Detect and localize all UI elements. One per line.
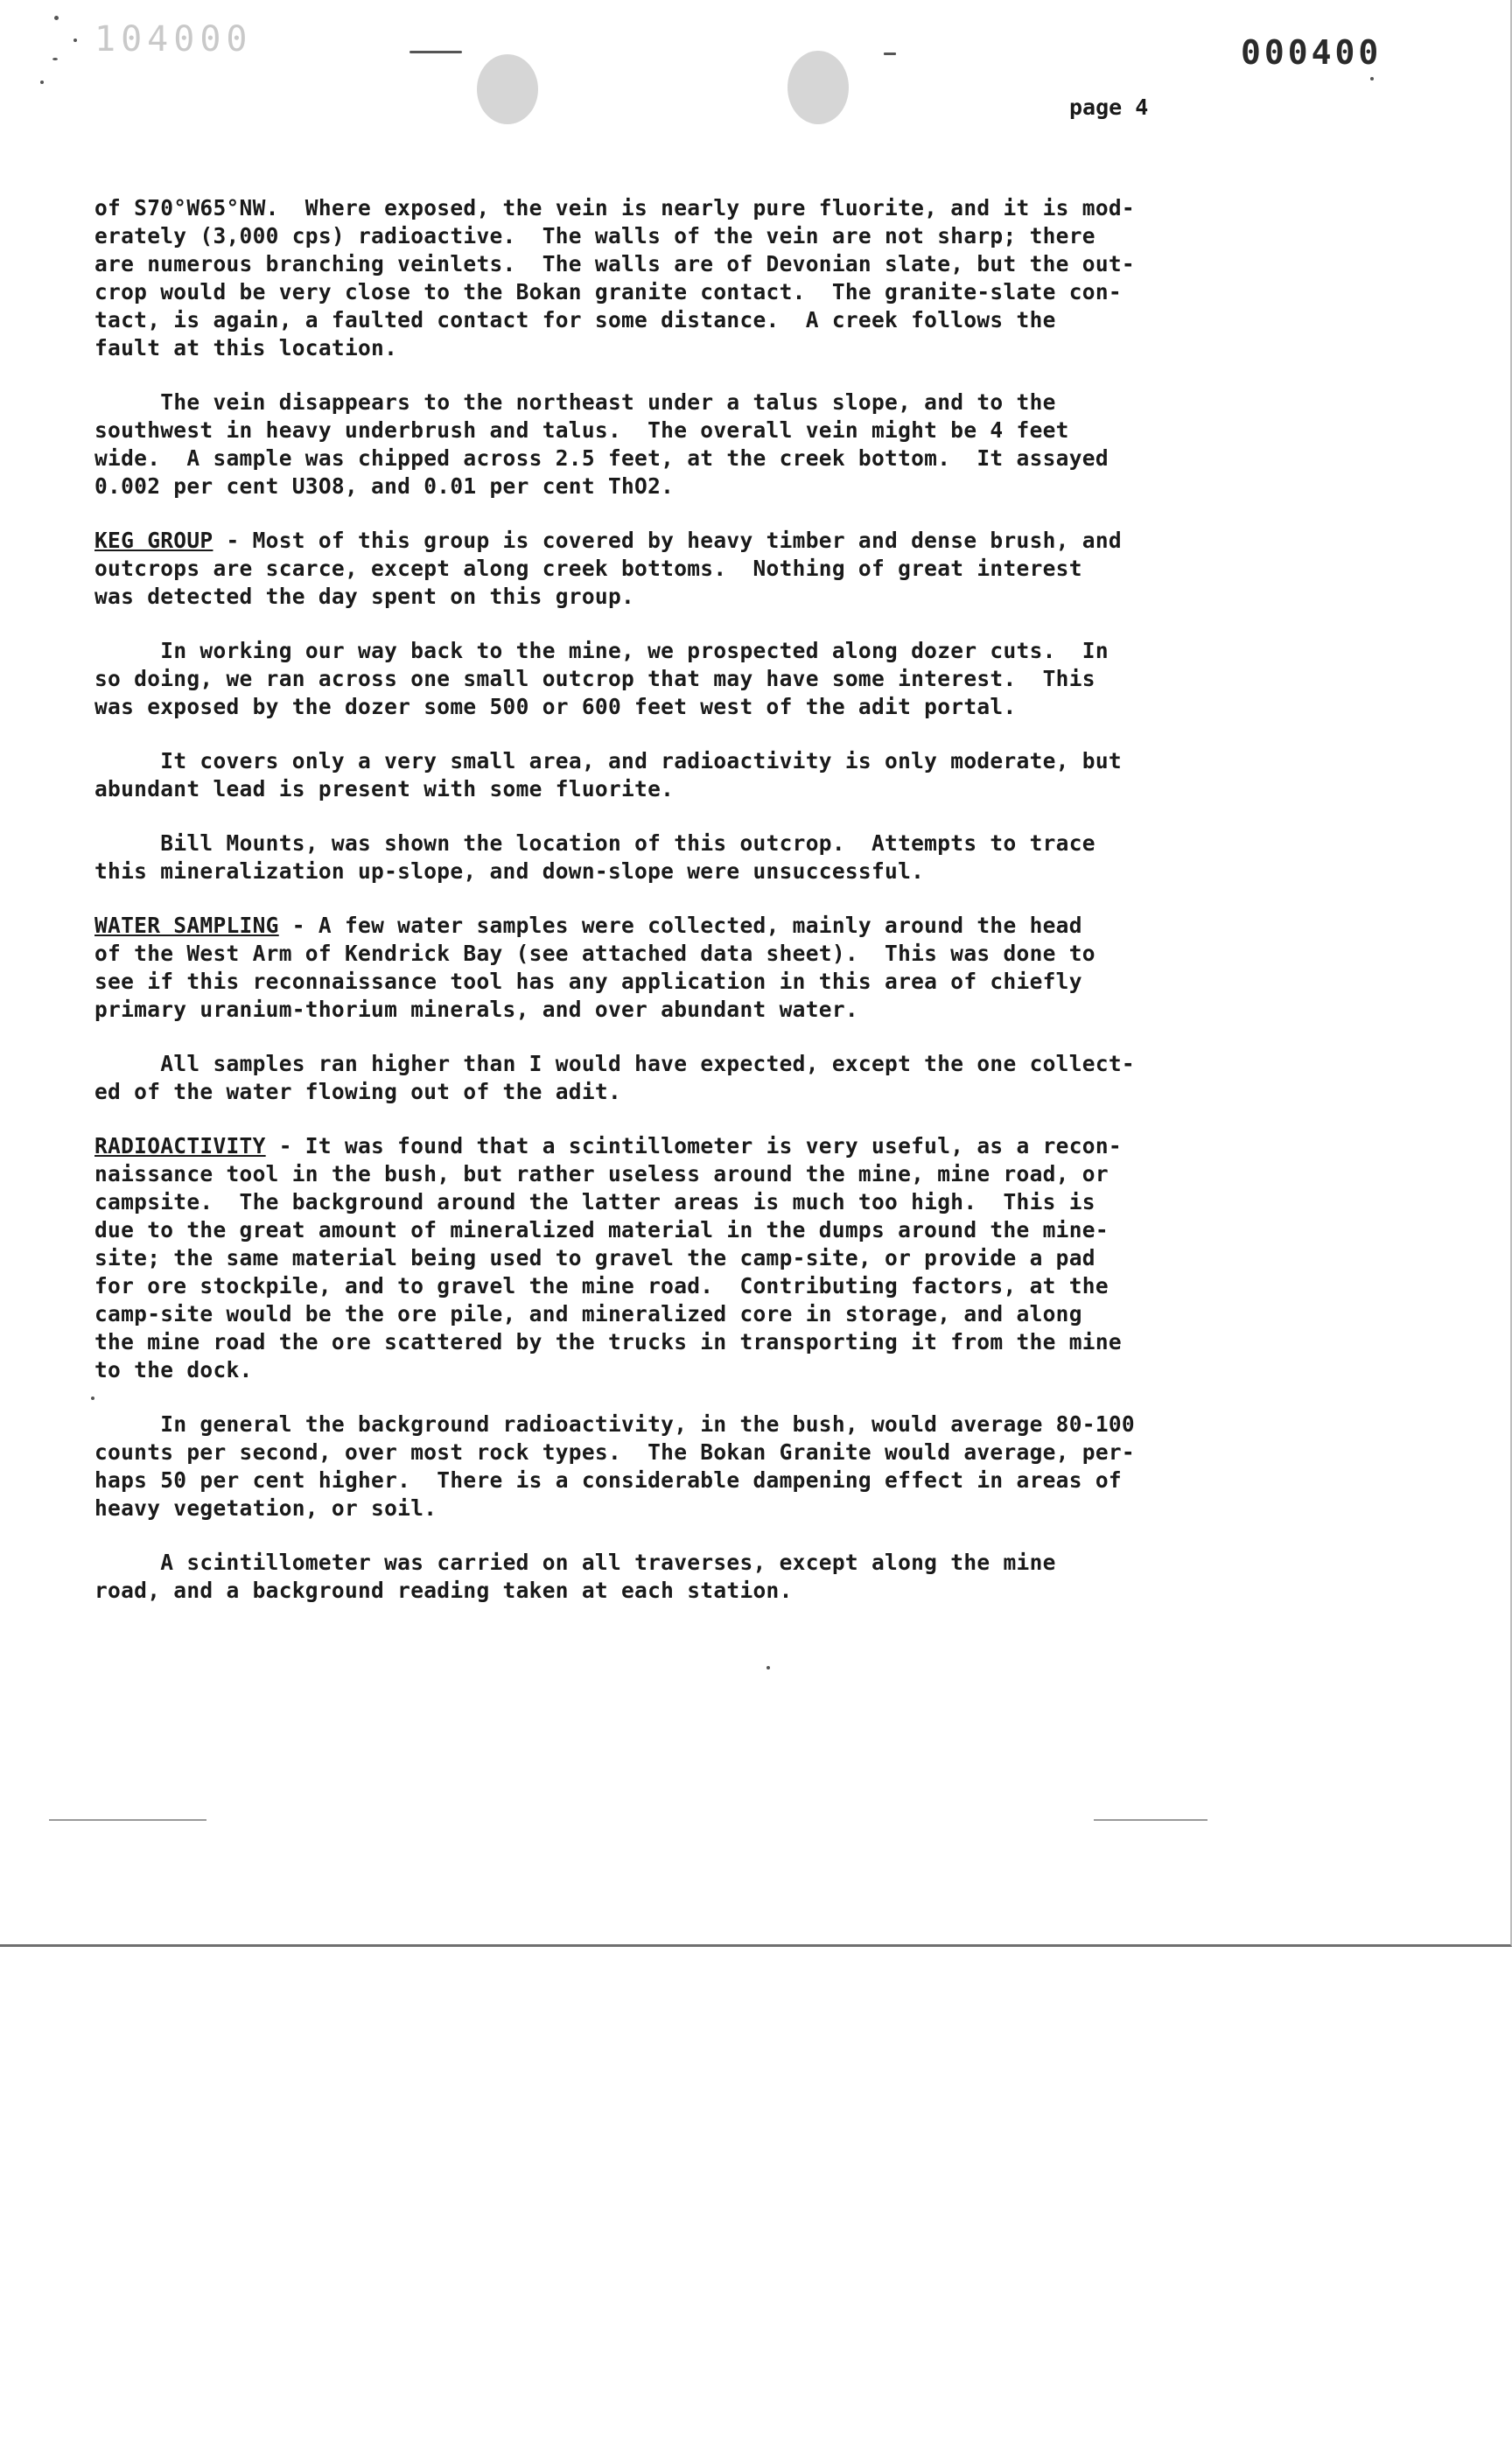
scan-speck xyxy=(52,58,58,60)
paragraph: KEG GROUP - Most of this group is covered by heavy timber and dense brush, and outcrops are scarce, except along creek bottoms. Nothing of great interest was detected the day spent on this group. xyxy=(94,528,1122,609)
paragraph: RADIOACTIVITY - It was found that a scintillometer is very useful, as a recon- naissance tool in the bush, but rather useless around the mine, mine road, or campsite. The background around the latter areas is much too high. This is due to the great amount of mineralized material in the dumps around the mine- site; the same material being used to gravel the camp-site, or provide a pad for ore stockpile, and to gravel the mine road. Contributing factors, at the camp-site would be the ore pile, and mineralized core in storage, and along the mine road the ore scattered by the trucks in transporting it from the mine to the dock. xyxy=(94,1133,1122,1382)
footer-rule-right xyxy=(1094,1819,1208,1821)
section-heading: WATER SAMPLING xyxy=(94,913,279,938)
paragraph: WATER SAMPLING - A few water samples were collected, mainly around the head of the West Arm of Kendrick Bay (see attached data sheet). This was done to see if this reconnaissance tool has any application in this area of chiefly primary uranium-thorium minerals, and over abundant water. xyxy=(94,913,1096,1022)
page-number: page 4 xyxy=(1069,94,1149,120)
paragraph: Bill Mounts, was shown the location of this outcrop. Attempts to trace this mineralization up-slope, and down-slope were unsuccessful. xyxy=(94,830,1096,884)
footer-rule-left xyxy=(49,1819,206,1821)
paragraph: of S70°W65°NW. Where exposed, the vein is nearly pure fluorite, and it is mod- erately (3,000 cps) radioactive. The walls of the vein are not sharp; there are numerous branching veinlets. The walls are of Devonian slate, but the out- crop would be very close to the Bokan granite contact. The granite-slate con- tact, is again, a faulted contact for some distance. A creek follows the fault at this location. xyxy=(94,195,1135,360)
paragraph: A scintillometer was carried on all traverses, except along the mine road, and a background reading taken at each station. xyxy=(94,1550,1056,1603)
paragraph: It covers only a very small area, and radioactivity is only moderate, but abundant lead is present with some fluorite. xyxy=(94,748,1122,802)
scan-speck xyxy=(766,1666,770,1670)
paragraph: In working our way back to the mine, we prospected along dozer cuts. In so doing, we ran across one small outcrop that may have some interest. This was exposed by the dozer some 500 or 600 feet west of the adit portal. xyxy=(94,638,1109,719)
scan-speck xyxy=(40,80,44,84)
paragraph: The vein disappears to the northeast under a talus slope, and to the southwest in heavy underbrush and talus. The overall vein might be 4 feet wide. A sample was chipped across 2.5 feet, at the creek bottom. It assayed 0.002 per cent U3O8, and 0.01 per cent ThO2. xyxy=(94,389,1109,499)
section-heading: KEG GROUP xyxy=(94,528,214,553)
scan-speck xyxy=(74,38,77,42)
scan-speck xyxy=(884,52,896,55)
scan-speck xyxy=(54,16,59,20)
faint-stamp-number: 104000 xyxy=(94,19,253,60)
scan-smudge xyxy=(788,51,849,124)
section-heading: RADIOACTIVITY xyxy=(94,1133,266,1158)
paragraph: In general the background radioactivity, in the bush, would average 80-100 counts per second, over most rock types. The Bokan Granite would average, per- haps 50 per cent higher. There is a considerable dampening effect in areas of heavy vegetation, or soil. xyxy=(94,1411,1135,1521)
paragraph: All samples ran higher than I would have expected, except the one collect- ed of the water flowing out of the adit. xyxy=(94,1051,1135,1104)
scan-speck xyxy=(410,51,462,53)
scan-smudge xyxy=(477,54,538,124)
document-number: 000400 xyxy=(1241,33,1382,72)
body-text xyxy=(94,194,1206,1605)
scan-speck xyxy=(1370,77,1374,80)
